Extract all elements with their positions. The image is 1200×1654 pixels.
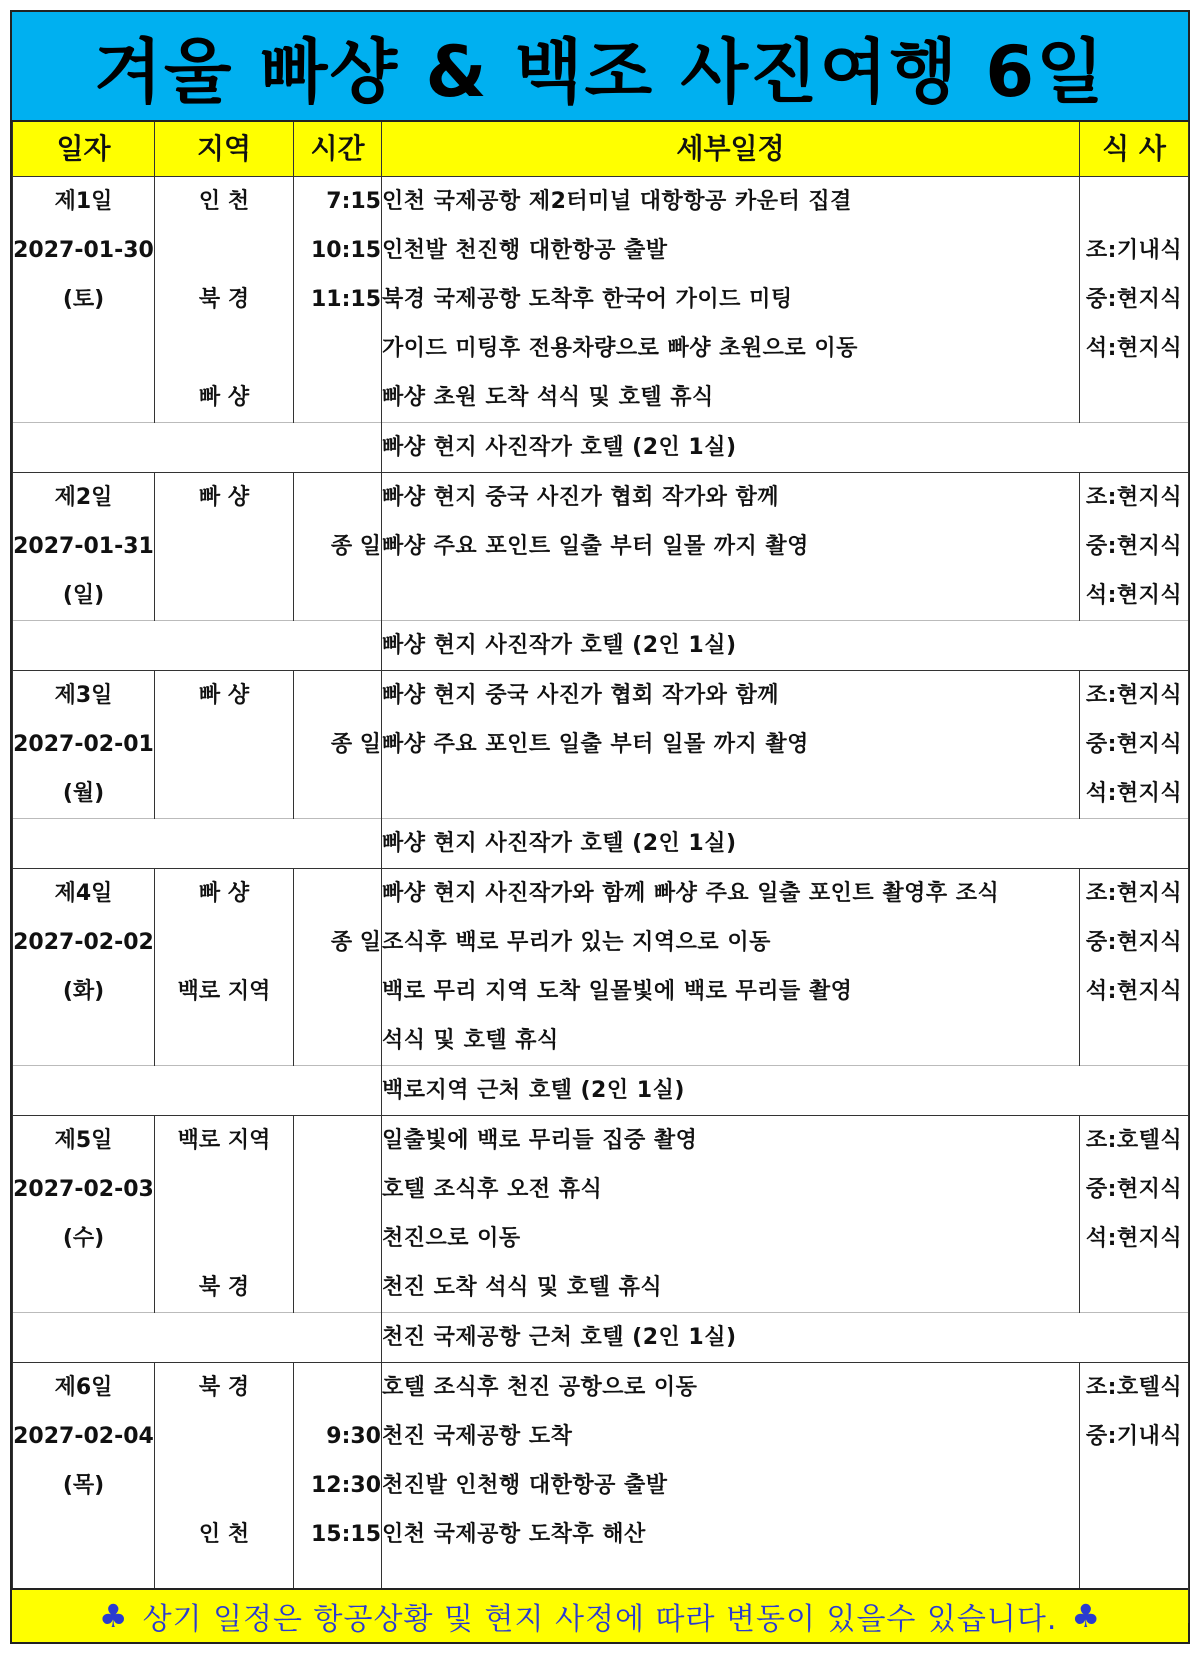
cell-region: 백로 지역 — [155, 1116, 294, 1166]
header-time: 시간 — [294, 122, 382, 177]
cell-time: 9:30 — [294, 1412, 382, 1461]
cell-detail — [382, 571, 1080, 621]
cell-meal: 석:현지식 — [1080, 571, 1189, 621]
cell-detail: 가이드 미팅후 전용차량으로 빠샹 초원으로 이동 — [382, 324, 1080, 373]
schedule-row — [13, 324, 1189, 373]
header-day: 일자 — [13, 122, 155, 177]
cell-day — [13, 1263, 155, 1313]
schedule-row — [13, 869, 1189, 919]
cell-time — [294, 1016, 382, 1066]
cell-detail: 빠샹 주요 포인트 일출 부터 일몰 까지 촬영 — [382, 720, 1080, 769]
cell-meal: 중:현지식 — [1080, 522, 1189, 571]
cell-day: 제6일 — [13, 1363, 155, 1413]
cell-region — [155, 1461, 294, 1510]
cell-time — [294, 1263, 382, 1313]
cell-day — [13, 1510, 155, 1559]
cell-time — [294, 1165, 382, 1214]
cell-time — [294, 571, 382, 621]
cell-detail — [382, 769, 1080, 819]
schedule-row — [13, 226, 1189, 275]
itinerary-sheet — [10, 10, 1190, 1644]
cell-meal: 중:현지식 — [1080, 918, 1189, 967]
schedule-row — [13, 571, 1189, 621]
cell-meal: 조:현지식 — [1080, 869, 1189, 919]
cell-day: 2027-02-02 — [13, 918, 155, 967]
hotel-info: 빠샹 현지 사진작가 호텔 (2인 1실) — [382, 423, 1189, 473]
cell-day: (일) — [13, 571, 155, 621]
schedule-row — [13, 1165, 1189, 1214]
hotel-spacer — [13, 621, 382, 671]
cell-detail: 천진 국제공항 도착 — [382, 1412, 1080, 1461]
hotel-row — [13, 423, 1189, 473]
cell-time — [294, 869, 382, 919]
cell-region — [155, 1016, 294, 1066]
hotel-info: 빠샹 현지 사진작가 호텔 (2인 1실) — [382, 621, 1189, 671]
cell-time: 종 일 — [294, 522, 382, 571]
cell-day: 제3일 — [13, 671, 155, 721]
hotel-row — [13, 621, 1189, 671]
cell-meal — [1080, 1263, 1189, 1313]
cell-region — [155, 571, 294, 621]
hotel-spacer — [13, 1313, 382, 1363]
schedule-table — [12, 122, 1189, 1623]
cell-day: 2027-02-04 — [13, 1412, 155, 1461]
cell-day: (화) — [13, 967, 155, 1016]
cell-detail: 빠샹 초원 도착 석식 및 호텔 휴식 — [382, 373, 1080, 423]
hotel-info: 백로지역 근처 호텔 (2인 1실) — [382, 1066, 1189, 1116]
cell-day: 제4일 — [13, 869, 155, 919]
schedule-row — [13, 177, 1189, 227]
notice-text: 상기 일정은 항공상황 및 현지 사정에 따라 변동이 있을수 있습니다. — [142, 1602, 1058, 1637]
cell-day: 2027-02-01 — [13, 720, 155, 769]
cell-region — [155, 918, 294, 967]
cell-meal: 중:기내식 — [1080, 1412, 1189, 1461]
cell-detail: 호텔 조식후 천진 공항으로 이동 — [382, 1363, 1080, 1413]
cell-time — [294, 769, 382, 819]
cell-region: 북 경 — [155, 1263, 294, 1313]
title-bar — [12, 12, 1188, 122]
cell-meal: 석:현지식 — [1080, 324, 1189, 373]
hotel-row — [13, 819, 1189, 869]
schedule-row — [13, 522, 1189, 571]
schedule-row — [13, 275, 1189, 324]
header-detail: 세부일정 — [382, 122, 1080, 177]
hotel-row — [13, 1066, 1189, 1116]
cell-day: 2027-01-30 — [13, 226, 155, 275]
cell-meal: 석:현지식 — [1080, 769, 1189, 819]
cell-region: 빠 샹 — [155, 869, 294, 919]
cell-time: 10:15 — [294, 226, 382, 275]
schedule-row — [13, 967, 1189, 1016]
cell-region — [155, 226, 294, 275]
cell-time: 종 일 — [294, 720, 382, 769]
cell-detail: 일출빛에 백로 무리들 집중 촬영 — [382, 1116, 1080, 1166]
cell-region — [155, 1214, 294, 1263]
cell-day — [13, 324, 155, 373]
cell-time: 11:15 — [294, 275, 382, 324]
header-region: 지역 — [155, 122, 294, 177]
cell-meal — [1080, 1016, 1189, 1066]
cell-meal: 조:호텔식 — [1080, 1116, 1189, 1166]
cell-region — [155, 522, 294, 571]
hotel-info: 천진 국제공항 근처 호텔 (2인 1실) — [382, 1313, 1189, 1363]
cell-detail: 북경 국제공항 도착후 한국어 가이드 미팅 — [382, 275, 1080, 324]
schedule-row — [13, 373, 1189, 423]
cell-region — [155, 720, 294, 769]
cell-meal: 중:현지식 — [1080, 720, 1189, 769]
schedule-row — [13, 1461, 1189, 1510]
cell-time — [294, 373, 382, 423]
cell-meal — [1080, 1510, 1189, 1559]
cell-day: (목) — [13, 1461, 155, 1510]
hotel-row — [13, 1313, 1189, 1363]
cell-region: 백로 지역 — [155, 967, 294, 1016]
club-icon-right: ♣ — [1071, 1597, 1102, 1635]
hotel-info: 빠샹 현지 사진작가 호텔 (2인 1실) — [382, 819, 1189, 869]
schedule-row — [13, 918, 1189, 967]
cell-meal — [1080, 1461, 1189, 1510]
cell-meal: 조:기내식 — [1080, 226, 1189, 275]
cell-time — [294, 671, 382, 721]
cell-meal: 석:현지식 — [1080, 1214, 1189, 1263]
cell-meal: 조:현지식 — [1080, 473, 1189, 523]
cell-day: (수) — [13, 1214, 155, 1263]
cell-region: 빠 샹 — [155, 373, 294, 423]
cell-time: 7:15 — [294, 177, 382, 227]
cell-detail: 빠샹 주요 포인트 일출 부터 일몰 까지 촬영 — [382, 522, 1080, 571]
cell-time — [294, 1116, 382, 1166]
hotel-spacer — [13, 423, 382, 473]
cell-day: 제1일 — [13, 177, 155, 227]
schedule-row — [13, 1016, 1189, 1066]
cell-time — [294, 324, 382, 373]
cell-detail: 천진 도착 석식 및 호텔 휴식 — [382, 1263, 1080, 1313]
cell-meal: 조:현지식 — [1080, 671, 1189, 721]
schedule-row — [13, 1363, 1189, 1413]
cell-detail: 인천 국제공항 도착후 해산 — [382, 1510, 1080, 1559]
cell-detail: 빠샹 현지 사진작가와 함께 빠샹 주요 일출 포인트 촬영후 조식 — [382, 869, 1080, 919]
club-icon-left: ♣ — [98, 1597, 129, 1635]
cell-detail: 빠샹 현지 중국 사진가 협회 작가와 함께 — [382, 473, 1080, 523]
schedule-row — [13, 1214, 1189, 1263]
cell-region — [155, 769, 294, 819]
schedule-row — [13, 1116, 1189, 1166]
cell-time: 종 일 — [294, 918, 382, 967]
page-title: 겨울 빠샹 & 백조 사진여행 6일 — [94, 30, 1106, 113]
cell-time — [294, 1214, 382, 1263]
cell-day — [13, 373, 155, 423]
cell-time — [294, 967, 382, 1016]
cell-region — [155, 1412, 294, 1461]
schedule-row — [13, 769, 1189, 819]
cell-time: 15:15 — [294, 1510, 382, 1559]
cell-day: (토) — [13, 275, 155, 324]
cell-region: 빠 샹 — [155, 671, 294, 721]
cell-meal — [1080, 177, 1189, 227]
cell-meal: 조:호텔식 — [1080, 1363, 1189, 1413]
schedule-row — [13, 720, 1189, 769]
cell-detail: 백로 무리 지역 도착 일몰빛에 백로 무리들 촬영 — [382, 967, 1080, 1016]
cell-region: 인 천 — [155, 177, 294, 227]
cell-detail: 인천발 천진행 대한항공 출발 — [382, 226, 1080, 275]
header-meal: 식 사 — [1080, 122, 1189, 177]
cell-detail: 호텔 조식후 오전 휴식 — [382, 1165, 1080, 1214]
cell-detail: 천진으로 이동 — [382, 1214, 1080, 1263]
cell-meal: 중:현지식 — [1080, 1165, 1189, 1214]
schedule-row — [13, 473, 1189, 523]
cell-time: 12:30 — [294, 1461, 382, 1510]
schedule-body — [13, 177, 1189, 1624]
cell-day — [13, 1016, 155, 1066]
cell-day: 제2일 — [13, 473, 155, 523]
cell-region — [155, 1165, 294, 1214]
cell-day: 2027-02-03 — [13, 1165, 155, 1214]
schedule-row — [13, 1263, 1189, 1313]
cell-detail: 빠샹 현지 중국 사진가 협회 작가와 함께 — [382, 671, 1080, 721]
header-row — [13, 122, 1189, 177]
cell-detail: 천진발 인천행 대한항공 출발 — [382, 1461, 1080, 1510]
cell-meal: 중:현지식 — [1080, 275, 1189, 324]
cell-region — [155, 324, 294, 373]
cell-detail: 조식후 백로 무리가 있는 지역으로 이동 — [382, 918, 1080, 967]
hotel-spacer — [13, 1066, 382, 1116]
schedule-row — [13, 1412, 1189, 1461]
cell-region: 북 경 — [155, 275, 294, 324]
notice-footer — [12, 1588, 1188, 1642]
cell-region: 빠 샹 — [155, 473, 294, 523]
cell-meal — [1080, 373, 1189, 423]
cell-time — [294, 1363, 382, 1413]
cell-detail: 인천 국제공항 제2터미널 대항항공 카운터 집결 — [382, 177, 1080, 227]
hotel-spacer — [13, 819, 382, 869]
schedule-row — [13, 671, 1189, 721]
cell-region: 인 천 — [155, 1510, 294, 1559]
cell-meal: 석:현지식 — [1080, 967, 1189, 1016]
cell-time — [294, 473, 382, 523]
cell-day: 제5일 — [13, 1116, 155, 1166]
cell-day: (월) — [13, 769, 155, 819]
cell-detail: 석식 및 호텔 휴식 — [382, 1016, 1080, 1066]
schedule-row — [13, 1510, 1189, 1559]
cell-day: 2027-01-31 — [13, 522, 155, 571]
cell-region: 북 경 — [155, 1363, 294, 1413]
